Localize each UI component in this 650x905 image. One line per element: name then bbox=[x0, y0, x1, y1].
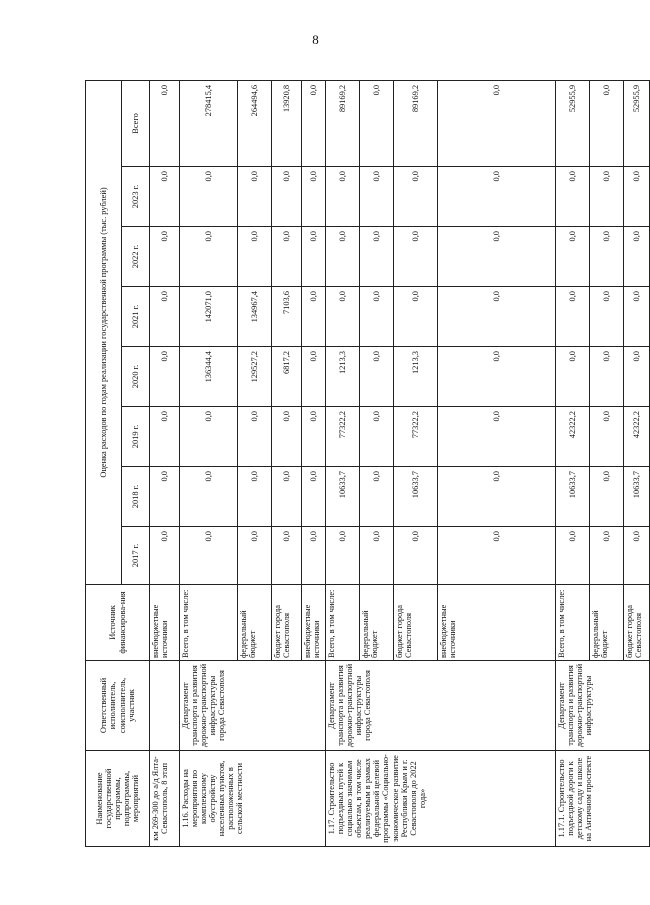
header-year: 2020 г. bbox=[122, 347, 150, 407]
value-cell: 0,0 bbox=[590, 227, 624, 287]
value-cell: 0,0 bbox=[150, 167, 180, 227]
value-cell: 0,0 bbox=[180, 167, 238, 227]
total-cell: 52955,9 bbox=[624, 80, 650, 166]
value-cell: 0,0 bbox=[590, 167, 624, 227]
total-cell: 89169,2 bbox=[326, 80, 360, 166]
value-cell: 0,0 bbox=[302, 527, 326, 585]
header-year: 2023 г. bbox=[122, 167, 150, 227]
value-cell: 0,0 bbox=[326, 527, 360, 585]
value-cell: 77322,2 bbox=[394, 407, 438, 467]
value-cell: 0,0 bbox=[394, 227, 438, 287]
value-cell: 0,0 bbox=[590, 347, 624, 407]
value-cell: 0,0 bbox=[238, 407, 272, 467]
value-cell: 0,0 bbox=[238, 227, 272, 287]
value-cell: 134967,4 bbox=[238, 287, 272, 347]
value-cell: 0,0 bbox=[556, 227, 590, 287]
source-cell: федеральный бюджет bbox=[238, 585, 272, 661]
responsible-cell: Департамент транспорта и развития дорожно-транспортной инфраструктуры bbox=[556, 661, 650, 751]
source-cell: внебюджетные источники bbox=[302, 585, 326, 661]
header-responsible: Ответственный исполнитель, соисполнитель, участник bbox=[86, 661, 150, 751]
value-cell: 0,0 bbox=[590, 467, 624, 527]
value-cell: 0,0 bbox=[394, 527, 438, 585]
value-cell: 129527,2 bbox=[238, 347, 272, 407]
value-cell: 0,0 bbox=[624, 287, 650, 347]
measure-name-cell: 1.16. Расходы на мероприятия по комплексному обустройству населенных пунктов, расположенных в сельской местности bbox=[180, 751, 326, 847]
value-cell: 0,0 bbox=[624, 167, 650, 227]
value-cell: 0,0 bbox=[394, 167, 438, 227]
value-cell: 10633,7 bbox=[394, 467, 438, 527]
value-cell: 0,0 bbox=[180, 527, 238, 585]
page-number: 8 bbox=[312, 32, 319, 47]
table-body bbox=[150, 80, 650, 846]
total-cell: 0,0 bbox=[360, 80, 394, 166]
value-cell: 77322,2 bbox=[326, 407, 360, 467]
total-cell: 89169,2 bbox=[394, 80, 438, 166]
value-cell: 0,0 bbox=[150, 287, 180, 347]
header-total: Всего bbox=[122, 80, 150, 166]
value-cell: 136344,4 bbox=[180, 347, 238, 407]
header-year: 2022 г. bbox=[122, 227, 150, 287]
value-cell: 0,0 bbox=[272, 527, 302, 585]
source-cell: федеральный бюджет bbox=[360, 585, 394, 661]
source-cell: внебюджетные источники bbox=[438, 585, 556, 661]
value-cell: 0,0 bbox=[360, 227, 394, 287]
value-cell: 0,0 bbox=[150, 407, 180, 467]
value-cell: 0,0 bbox=[302, 467, 326, 527]
value-cell: 0,0 bbox=[180, 227, 238, 287]
value-cell: 0,0 bbox=[326, 227, 360, 287]
value-cell: 0,0 bbox=[150, 527, 180, 585]
total-cell: 0,0 bbox=[438, 80, 556, 166]
table-row bbox=[326, 80, 360, 846]
value-cell: 10633,7 bbox=[624, 467, 650, 527]
value-cell: 10633,7 bbox=[556, 467, 590, 527]
value-cell: 0,0 bbox=[556, 167, 590, 227]
header-year: 2017 г. bbox=[122, 527, 150, 585]
value-cell: 0,0 bbox=[360, 407, 394, 467]
value-cell: 0,0 bbox=[590, 407, 624, 467]
value-cell: 0,0 bbox=[360, 287, 394, 347]
source-cell: бюджет города Севастополя bbox=[272, 585, 302, 661]
budget-table bbox=[85, 80, 650, 847]
value-cell: 0,0 bbox=[272, 227, 302, 287]
value-cell: 0,0 bbox=[150, 227, 180, 287]
value-cell: 1213,3 bbox=[326, 347, 360, 407]
value-cell: 0,0 bbox=[238, 467, 272, 527]
value-cell: 0,0 bbox=[360, 467, 394, 527]
value-cell: 0,0 bbox=[302, 287, 326, 347]
header-year: 2018 г. bbox=[122, 467, 150, 527]
total-cell: 0,0 bbox=[590, 80, 624, 166]
value-cell: 0,0 bbox=[438, 407, 556, 467]
value-cell: 0,0 bbox=[438, 167, 556, 227]
value-cell: 0,0 bbox=[302, 167, 326, 227]
value-cell: 0,0 bbox=[394, 287, 438, 347]
value-cell: 0,0 bbox=[624, 527, 650, 585]
value-cell: 142071,0 bbox=[180, 287, 238, 347]
measure-name-cell: 1.17.1. Строительство подъездной дороги к детскому саду и школе на Античном проспекте bbox=[556, 751, 650, 847]
value-cell: 0,0 bbox=[590, 527, 624, 585]
value-cell: 0,0 bbox=[302, 347, 326, 407]
value-cell: 0,0 bbox=[438, 347, 556, 407]
total-cell: 0,0 bbox=[150, 80, 180, 166]
value-cell: 0,0 bbox=[272, 467, 302, 527]
source-cell: бюджет города Севастополя bbox=[394, 585, 438, 661]
table-row bbox=[180, 80, 238, 846]
value-cell: 6817,2 bbox=[272, 347, 302, 407]
value-cell: 0,0 bbox=[556, 287, 590, 347]
measure-name-cell: км 269-300 до а/д Ялта-Севастополь, 8 этап bbox=[150, 751, 180, 847]
value-cell: 7103,6 bbox=[272, 287, 302, 347]
value-cell: 1213,3 bbox=[394, 347, 438, 407]
header-name: Наименование государственной программы, подпрограммы, мероприятий bbox=[86, 751, 150, 847]
value-cell: 0,0 bbox=[624, 227, 650, 287]
source-cell: бюджет города Севастополя bbox=[624, 585, 650, 661]
responsible-cell: Департамент транспорта и развития дорожно-транспортной инфраструктуры города Севастополя bbox=[180, 661, 326, 751]
header-source: Источник финансирова-ния bbox=[86, 585, 150, 661]
value-cell: 0,0 bbox=[624, 347, 650, 407]
value-cell: 0,0 bbox=[326, 287, 360, 347]
value-cell: 0,0 bbox=[180, 407, 238, 467]
value-cell: 42322,2 bbox=[556, 407, 590, 467]
value-cell: 0,0 bbox=[438, 287, 556, 347]
total-cell: 52955,9 bbox=[556, 80, 590, 166]
table-row bbox=[556, 80, 590, 846]
value-cell: 0,0 bbox=[360, 167, 394, 227]
source-cell: внебюджетные источники bbox=[150, 585, 180, 661]
value-cell: 0,0 bbox=[238, 527, 272, 585]
value-cell: 0,0 bbox=[150, 347, 180, 407]
value-cell: 0,0 bbox=[438, 467, 556, 527]
total-cell: 0,0 bbox=[302, 80, 326, 166]
value-cell: 0,0 bbox=[150, 467, 180, 527]
value-cell: 0,0 bbox=[272, 407, 302, 467]
source-cell: Всего, в том числе: bbox=[326, 585, 360, 661]
value-cell: 0,0 bbox=[302, 407, 326, 467]
measure-name-cell: 1.17. Строительство подъездных путей к социально значимым объектам, в том числе реализуемым в рамках федеральной целевой программы «Социально-экономическое развитие Республики Крым и г. Севастополя до 2022 года» bbox=[326, 751, 556, 847]
total-cell: 264494,6 bbox=[238, 80, 272, 166]
value-cell: 0,0 bbox=[556, 527, 590, 585]
source-cell: Всего, в том числе: bbox=[180, 585, 238, 661]
value-cell: 0,0 bbox=[360, 347, 394, 407]
value-cell: 0,0 bbox=[272, 167, 302, 227]
header-year: 2019 г. bbox=[122, 407, 150, 467]
total-cell: 13920,8 bbox=[272, 80, 302, 166]
responsible-cell bbox=[150, 661, 180, 751]
total-cell: 278415,4 bbox=[180, 80, 238, 166]
value-cell: 0,0 bbox=[326, 167, 360, 227]
value-cell: 0,0 bbox=[302, 227, 326, 287]
value-cell: 0,0 bbox=[180, 467, 238, 527]
table-row bbox=[150, 80, 180, 846]
value-cell: 0,0 bbox=[556, 347, 590, 407]
value-cell: 0,0 bbox=[438, 227, 556, 287]
value-cell: 0,0 bbox=[590, 287, 624, 347]
value-cell: 10633,7 bbox=[326, 467, 360, 527]
budget-table-rotated bbox=[85, 81, 644, 847]
value-cell: 0,0 bbox=[438, 527, 556, 585]
value-cell: 42322,2 bbox=[624, 407, 650, 467]
source-cell: федеральный бюджет bbox=[590, 585, 624, 661]
header-year: 2021 г. bbox=[122, 287, 150, 347]
source-cell: Всего, в том числе: bbox=[556, 585, 590, 661]
value-cell: 0,0 bbox=[360, 527, 394, 585]
header-estimate: Оценка расходов по годам реализации государственной программы (тыс. рублей) bbox=[86, 80, 122, 584]
value-cell: 0,0 bbox=[238, 167, 272, 227]
responsible-cell: Департамент транспорта и развития дорожно-транспортной инфраструктуры города Севастополя bbox=[326, 661, 556, 751]
